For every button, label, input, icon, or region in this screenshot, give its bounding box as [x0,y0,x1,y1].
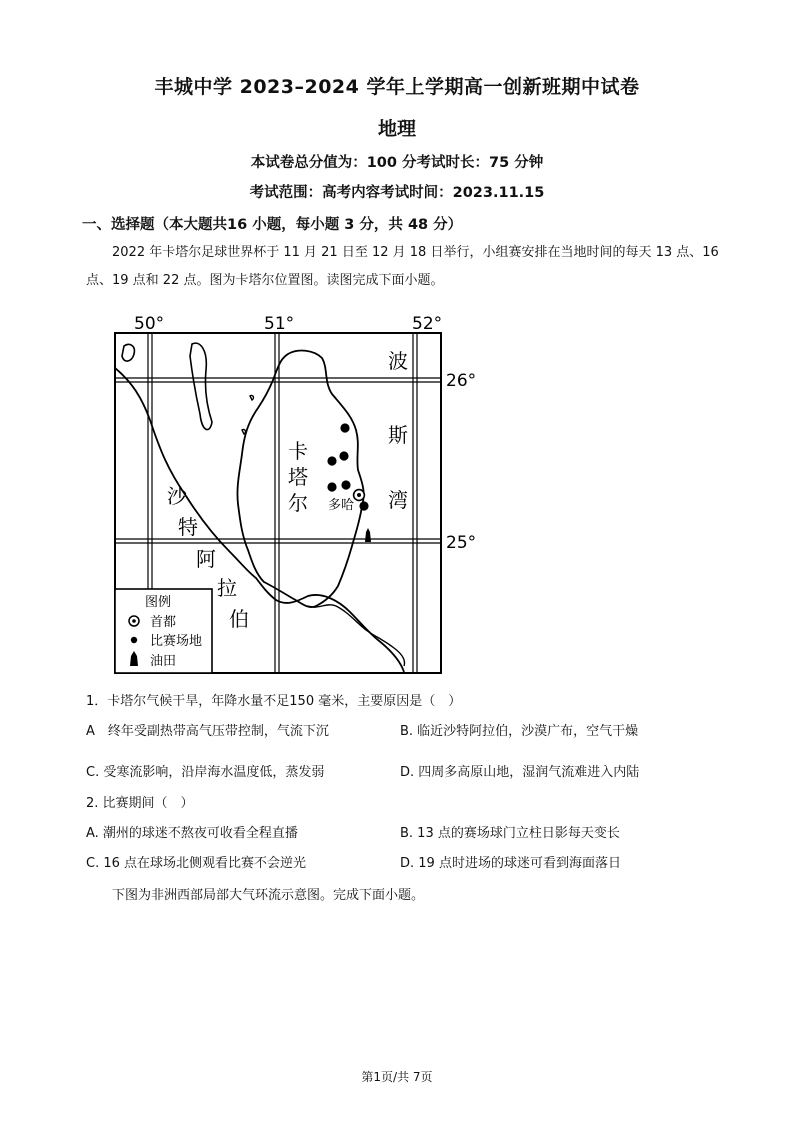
legend-capital-label: 首都 [150,615,177,630]
capital-symbol-dot [357,493,361,497]
qatar-location-map [112,310,477,680]
label-gulf-3: 湾 [388,488,408,512]
question-2-option-a[interactable]: A. 潮州的球迷不熬夜可收看全程直播 [86,826,298,841]
legend-oilfield-label: 油田 [150,654,177,669]
stadium-marker [340,423,349,432]
next-intro-paragraph: 下图为非洲西部局部大气环流示意图。完成下面小题。 [112,888,425,903]
label-doha: 多哈 [328,498,355,513]
question-2-option-b[interactable]: B. 13 点的赛场球门立柱日影每天变长 [400,826,620,841]
question-1-option-c[interactable]: C. 受寒流影响，沿岸海水温度低，蒸发弱 [86,765,325,780]
exam-info-score-time: 本试卷总分值为：100 分考试时长：75 分钟 [250,155,544,171]
lat-label-26: 26° [446,371,477,391]
bahrain-island [190,343,212,429]
legend-title: 图例 [145,595,172,610]
islet-northwest [122,344,134,361]
subject-title: 地理 [377,118,416,140]
legend-capital-icon-dot [132,619,136,623]
islet-small-1 [250,395,253,400]
label-qatar-1: 卡 [288,439,308,463]
stadium-marker [341,480,350,489]
lat-label-25: 25° [446,533,477,553]
section-heading: 一、选择题（本大题共16 小题，每小题 3 分，共 48 分） [82,217,463,233]
label-gulf-2: 斯 [388,423,408,447]
label-qatar-2: 塔 [288,465,308,489]
stadium-marker [327,456,336,465]
question-2-stem: 2. 比赛期间（ ） [86,796,194,811]
legend-stadium-label: 比赛场地 [150,634,203,649]
label-saudi-5: 伯 [229,607,249,631]
exam-title: 丰城中学 2023–2024 学年上学期高一创新班期中试卷 [154,76,640,98]
question-1-stem: 1．卡塔尔气候干旱，年降水量不足150 毫米，主要原因是（ ） [86,694,462,709]
southeast-coast [308,605,405,666]
stadium-marker [359,501,368,510]
label-saudi-4: 拉 [217,576,237,600]
page-footer: 第1页/共 7页 [361,1070,433,1084]
label-qatar-3: 尔 [288,491,308,515]
label-saudi-2: 特 [178,515,198,539]
question-2-option-c[interactable]: C. 16 点在球场北侧观看比赛不会逆光 [86,856,307,871]
lon-label-52: 52° [412,314,443,334]
question-1-option-d[interactable]: D. 四周多高原山地，湿润气流难进入内陆 [400,765,640,780]
oilfield-marker [365,528,371,542]
question-1-option-b[interactable]: B. 临近沙特阿拉伯，沙漠广布，空气干燥 [400,724,639,739]
islet-small-2 [242,429,245,434]
stadium-marker [327,482,336,491]
intro-paragraph: 2022 年卡塔尔足球世界杯于 11 月 21 日至 12 月 18 日举行，小组赛安排在当地时间的每天 13 点、16 点、19 点和 22 点。图为卡塔尔位置图。读图完成下面小题。 [86,245,719,288]
label-saudi-3: 阿 [196,547,216,571]
lon-label-50: 50° [134,314,165,334]
exam-info-scope-date: 考试范围：高考内容考试时间：2023.11.15 [249,185,545,201]
legend-stadium-icon [131,637,137,643]
stadium-marker [339,451,348,460]
label-saudi-1: 沙 [167,484,187,508]
label-gulf-1: 波 [388,349,408,373]
lon-label-51: 51° [264,314,295,334]
question-2-option-d[interactable]: D. 19 点时进场的球迷可看到海面落日 [400,856,621,871]
question-1-option-a[interactable]: A 终年受副热带高气压带控制，气流下沉 [86,724,329,739]
